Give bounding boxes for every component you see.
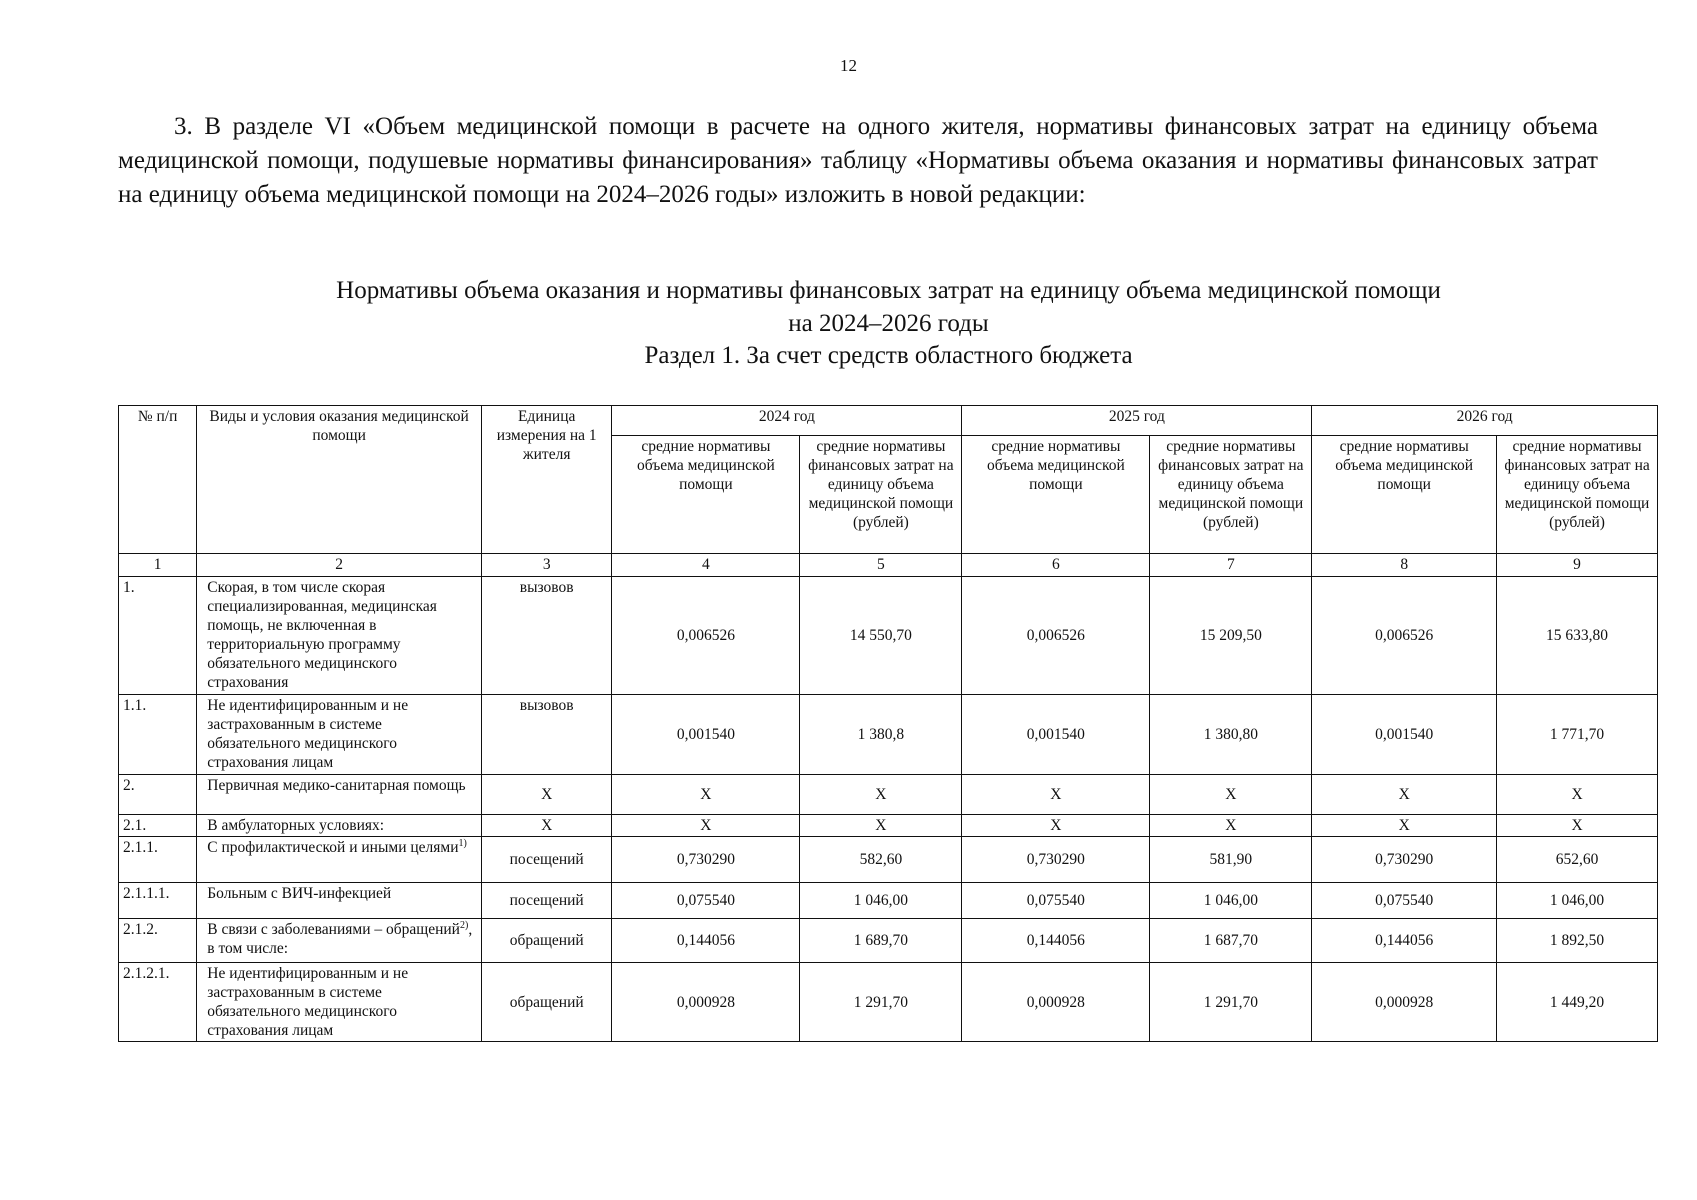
row-description — [197, 815, 482, 837]
column-number: 2 — [197, 554, 482, 577]
column-number: 9 — [1497, 554, 1658, 577]
cost-value: 1 380,80 — [1150, 695, 1312, 775]
row-description — [197, 775, 482, 815]
volume-value: 0,000928 — [1312, 963, 1497, 1042]
table-row — [119, 695, 1658, 775]
row-unit: посещений — [481, 883, 611, 919]
col-header-cost: средние нормативы финансовых затрат на единицу объема медицинской помощи (рублей) — [1497, 436, 1658, 554]
cost-value: Х — [1497, 775, 1658, 815]
volume-value: 0,006526 — [612, 577, 800, 695]
row-description — [197, 577, 482, 695]
row-description-text: Не идентифицированным и не застрахованным в системе обязательного медицинского страхования лицам — [207, 697, 409, 771]
column-number: 5 — [800, 554, 962, 577]
table-row — [119, 815, 1658, 837]
row-description-text: Больным с ВИЧ-инфекцией — [207, 885, 392, 902]
row-description-text: Не идентифицированным и не застрахованным в системе обязательного медицинского страхования лицам — [207, 965, 409, 1039]
cost-value: Х — [1150, 815, 1312, 837]
row-number: 1.1. — [119, 695, 197, 775]
cost-value: 1 449,20 — [1497, 963, 1658, 1042]
row-description-text: Первичная медико-санитарная помощь — [207, 777, 466, 794]
row-unit: Х — [481, 815, 611, 837]
table-row — [119, 577, 1658, 695]
cost-value: Х — [1497, 815, 1658, 837]
norms-table — [118, 405, 1658, 1042]
row-number: 2. — [119, 775, 197, 815]
section-title: Раздел 1. За счет средств областного бюджета — [644, 342, 1133, 369]
col-header-volume: средние нормативы объема медицинской помощи — [1312, 436, 1497, 554]
volume-value: Х — [1312, 775, 1497, 815]
volume-value: 0,001540 — [612, 695, 800, 775]
intro-paragraph: 3. В разделе VI «Объем медицинской помощи в расчете на одного жителя, нормативы финансовых затрат на единицу объема медицинской помощи, подушевые нормативы финансирования» таблицу «Нормативы объема оказания и нормативы финансовых затрат на единицу объема медицинской помощи на 2024–2026 годы» изложить в новой редакции: — [118, 113, 1598, 208]
row-description-text: В амбулаторных условиях: — [207, 817, 385, 834]
volume-value: 0,075540 — [1312, 883, 1497, 919]
row-unit: вызовов — [481, 695, 611, 775]
row-unit: обращений — [481, 919, 611, 963]
row-description-text: С профилактической и иными целями — [207, 839, 459, 856]
row-unit: обращений — [481, 963, 611, 1042]
column-number: 4 — [612, 554, 800, 577]
col-header-volume: средние нормативы объема медицинской помощи — [612, 436, 800, 554]
cost-value: 652,60 — [1497, 837, 1658, 883]
table-row — [119, 963, 1658, 1042]
row-description — [197, 837, 482, 883]
row-number: 2.1.2. — [119, 919, 197, 963]
cost-value: 1 046,00 — [1497, 883, 1658, 919]
col-header-year-2025: 2025 год — [962, 406, 1312, 436]
row-description — [197, 963, 482, 1042]
column-number: 8 — [1312, 554, 1497, 577]
cost-value: Х — [1150, 775, 1312, 815]
volume-value: Х — [962, 815, 1150, 837]
col-header-num: № п/п — [119, 406, 197, 554]
column-number: 7 — [1150, 554, 1312, 577]
table-row — [119, 883, 1658, 919]
cost-value: 14 550,70 — [800, 577, 962, 695]
row-description — [197, 695, 482, 775]
volume-value: 0,000928 — [962, 963, 1150, 1042]
column-number: 6 — [962, 554, 1150, 577]
volume-value: 0,730290 — [612, 837, 800, 883]
volume-value: Х — [612, 775, 800, 815]
cost-value: 15 633,80 — [1497, 577, 1658, 695]
volume-value: Х — [612, 815, 800, 837]
volume-value: 0,075540 — [612, 883, 800, 919]
volume-value: Х — [1312, 815, 1497, 837]
cost-value: 15 209,50 — [1150, 577, 1312, 695]
row-number: 2.1. — [119, 815, 197, 837]
col-header-year-2024: 2024 год — [612, 406, 962, 436]
table-title: Нормативы объема оказания и нормативы финансовых затрат на единицу объема медицинской помощи — [336, 277, 1441, 304]
volume-value: 0,075540 — [962, 883, 1150, 919]
volume-value: 0,144056 — [962, 919, 1150, 963]
volume-value: 0,730290 — [1312, 837, 1497, 883]
col-header-unit: Единица измерения на 1 жителя — [481, 406, 611, 554]
col-header-cost: средние нормативы финансовых затрат на единицу объема медицинской помощи (рублей) — [1150, 436, 1312, 554]
volume-value: 0,001540 — [1312, 695, 1497, 775]
row-number: 2.1.2.1. — [119, 963, 197, 1042]
cost-value: 1 892,50 — [1497, 919, 1658, 963]
volume-value: 0,001540 — [962, 695, 1150, 775]
cost-value: Х — [800, 815, 962, 837]
table-row — [119, 919, 1658, 963]
row-description-tail: , в том числе: — [207, 921, 473, 957]
col-header-year-2026: 2026 год — [1312, 406, 1658, 436]
row-description — [197, 883, 482, 919]
col-header-volume: средние нормативы объема медицинской помощи — [962, 436, 1150, 554]
col-header-type: Виды и условия оказания медицинской помощи — [197, 406, 482, 554]
volume-value: 0,144056 — [612, 919, 800, 963]
volume-value: 0,000928 — [612, 963, 800, 1042]
cost-value: 581,90 — [1150, 837, 1312, 883]
cost-value: 1 689,70 — [800, 919, 962, 963]
row-description-text: Скорая, в том числе скорая специализированная, медицинская помощь, не включенная в территориальную программу обязательного медицинского страхования — [207, 579, 437, 691]
volume-value: 0,006526 — [962, 577, 1150, 695]
row-unit: посещений — [481, 837, 611, 883]
table-row — [119, 837, 1658, 883]
footnote-mark: 1) — [458, 837, 467, 849]
cost-value: 1 380,8 — [800, 695, 962, 775]
cost-value: Х — [800, 775, 962, 815]
page-number: 12 — [840, 56, 857, 75]
row-number: 2.1.1.1. — [119, 883, 197, 919]
row-description — [197, 919, 482, 963]
column-number: 1 — [119, 554, 197, 577]
table-title-years: на 2024–2026 годы — [788, 310, 989, 337]
cost-value: 1 291,70 — [1150, 963, 1312, 1042]
column-number: 3 — [481, 554, 611, 577]
row-description-text: В связи с заболеваниями – обращений — [207, 921, 460, 938]
col-header-cost: средние нормативы финансовых затрат на единицу объема медицинской помощи (рублей) — [800, 436, 962, 554]
row-number: 2.1.1. — [119, 837, 197, 883]
volume-value: 0,730290 — [962, 837, 1150, 883]
table-row — [119, 775, 1658, 815]
row-unit: Х — [481, 775, 611, 815]
row-unit: вызовов — [481, 577, 611, 695]
cost-value: 1 291,70 — [800, 963, 962, 1042]
volume-value: 0,006526 — [1312, 577, 1497, 695]
cost-value: 1 771,70 — [1497, 695, 1658, 775]
footnote-mark: 2) — [459, 919, 469, 931]
volume-value: Х — [962, 775, 1150, 815]
cost-value: 1 046,00 — [1150, 883, 1312, 919]
row-number: 1. — [119, 577, 197, 695]
cost-value: 582,60 — [800, 837, 962, 883]
cost-value: 1 046,00 — [800, 883, 962, 919]
cost-value: 1 687,70 — [1150, 919, 1312, 963]
volume-value: 0,144056 — [1312, 919, 1497, 963]
